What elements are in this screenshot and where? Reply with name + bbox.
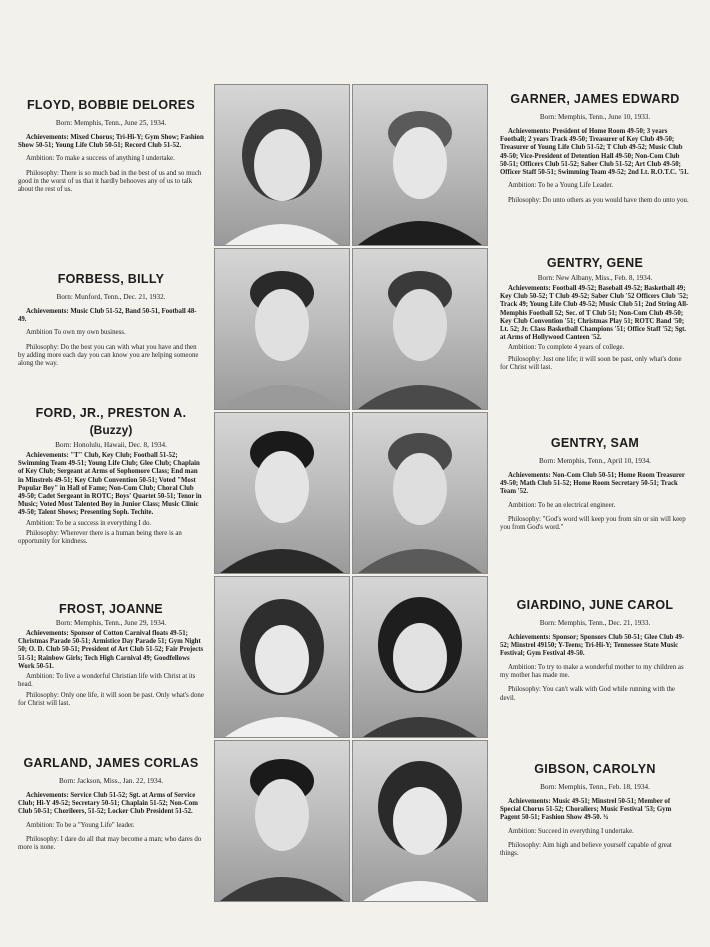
- bio-frost: [18, 602, 204, 714]
- bio-garner: [500, 92, 690, 211]
- birth-info: Born: Honolulu, Hawaii, Dec. 8, 1934.: [55, 441, 167, 449]
- ambition: Ambition: To live a wonderful Christian life with Christ at its head.: [18, 673, 196, 689]
- philosophy: Philosophy: Aim high and believe yourself capable of great things.: [500, 841, 672, 858]
- bio-gentry-gene: [500, 256, 690, 378]
- ambition: Ambition: To be an electrical engineer.: [508, 501, 616, 509]
- portrait-gentry-gene: [352, 248, 488, 410]
- student-name: GENTRY, SAM: [550, 436, 640, 450]
- portrait-gibson: [352, 740, 488, 902]
- bio-garland: [18, 756, 204, 859]
- ambition: Ambition: To try to make a wonderful mother to my children as my mother has made me.: [500, 663, 684, 679]
- bio-forbess: [18, 272, 204, 375]
- philosophy: Philosophy: Do unto others as you would have them do unto you.: [508, 196, 689, 204]
- student-name: GIARDINO, JUNE CAROL: [516, 598, 674, 612]
- ambition: Ambition: To be a Young Life Leader.: [508, 182, 614, 190]
- bio-ford: [18, 406, 204, 553]
- ambition: Ambition: To be a "Young Life" leader.: [26, 821, 135, 829]
- birth-info: Born: New Albany, Miss., Feb. 8, 1934.: [537, 274, 653, 282]
- birth-info: Born: Memphis, Tenn., June 29, 1934.: [55, 619, 167, 627]
- ambition: Ambition To own my own business.: [26, 329, 126, 337]
- student-name: FROST, JOANNE: [59, 602, 163, 616]
- philosophy: Philosophy: Wherever there is a human being there is an opportunity for kindness.: [18, 529, 182, 546]
- ambition: Ambition: To make a success of anything I undertake.: [26, 155, 175, 163]
- student-name: GARLAND, JAMES CORLAS: [23, 756, 199, 770]
- portrait-floyd: [214, 84, 350, 246]
- achievements: Achievements: Sponsor of Cotton Carnival floats 49-51; Christmas Parade 50-51; Armistice Day Parade 51; Gym Night 50; O. D. Club 50-51; President of Art Club 51-52; Fair Projects 51-51; Rainbow Girls; Tech High Carnival 49; Goodfellows Work 50-51.: [18, 630, 204, 670]
- philosophy: Philosophy: Just one life; it will soon be past, only what's done for Christ will last.: [500, 355, 682, 372]
- philosophy: Philosophy: "God's word will keep you from sin or sin will keep you from God's word.": [500, 515, 686, 532]
- ambition: Ambition: To complete 4 years of college.: [508, 344, 625, 352]
- portrait-forbess: [214, 248, 350, 410]
- achievements: Achievements: Mixed Chorus; Tri-Hi-Y; Gym Show; Fashion Show 50-51; Young Life Club 50-51; Record Club 51-52.: [18, 134, 204, 150]
- birth-info: Born: Memphis, Tenn., June 10, 1933.: [539, 113, 651, 121]
- birth-info: Born: Memphis, Tenn., June 25, 1934.: [55, 119, 167, 127]
- birth-info: Born: Munford, Tenn., Dec. 21, 1932.: [56, 293, 166, 301]
- student-name: FLOYD, BOBBIE DELORES: [26, 98, 196, 112]
- bio-gentry-sam: [500, 436, 690, 539]
- birth-info: Born: Memphis, Tenn., Dec. 21, 1933.: [539, 619, 651, 627]
- student-name: FORBESS, BILLY: [57, 272, 165, 286]
- bio-gibson: [500, 762, 690, 865]
- portrait-garner: [352, 84, 488, 246]
- philosophy: Philosophy: There is so much bad in the best of us and so much good in the worst of us that it hardly behooves any of us to talk about the rest of us.: [18, 169, 202, 194]
- achievements: Achievements: Music 49-51; Minstrel 50-51; Member of Special Chorus 51-52; Choraliers; Music Festival '53; Gym Pagent 50-51; Fashion Show 49-50. ¾: [500, 798, 672, 822]
- portrait-gentry-sam: [352, 412, 488, 574]
- achievements: Achievements: Football 49-52; Baseball 49-52; Basketball 49; Key Club 50-52; T Club 49-52; Saber Club '52 Officers Club '52; Track 49; Young Life Club 49-52; Music Club 51; 2nd String All-Memphis Football 52; Sec. of T Club 51; Non-Com Club 49-50; Key Club Convention '51; Christmas Play 51; ROTC Band '50; Lt. 52; Jr. Class Basketball Champions '51; Office Staff '52; Sgt. at Arms of Hollywood Canteen '52.: [500, 285, 689, 342]
- student-name: GARNER, JAMES EDWARD: [510, 92, 680, 106]
- student-name: GENTRY, GENE: [546, 256, 644, 270]
- achievements: Achievements: Music Club 51-52, Band 50-51, Football 48-49.: [18, 308, 197, 324]
- ambition: Ambition: To be a success in everything I do.: [26, 519, 152, 527]
- portrait-ford: [214, 412, 350, 574]
- student-name: FORD, JR., PRESTON A.: [35, 406, 187, 420]
- portrait-giardino: [352, 576, 488, 738]
- achievements: Achievements: "T" Club, Key Club; Football 51-52; Swimming Team 49-51; Young Life Club; Glee Club; Chaplain of Key Club; Sergeant at Arms of Sophomore Class; End man in Minstrels 49-51; Key Club Convention 50-51; Voted "Most Popular Boy" in Hall of Fame; Non-Com Club; Choral Club 49-50; Cadet Sergeant in ROTC; Boys' Quartet 50-51; Tenor in Music; Voted Most Talented Boy in Junior Class; Music Clinic 49-50; Talent Shows; Presenting Soph. Techite.: [18, 452, 202, 517]
- ambition: Ambition: Succeed in everything I undertake.: [508, 827, 634, 835]
- birth-info: Born: Jackson, Miss., Jan. 22, 1934.: [58, 777, 164, 785]
- philosophy: Philosophy: I dare do all that may become a man; who dares do more is none.: [18, 835, 202, 852]
- portrait-garland: [214, 740, 350, 902]
- philosophy: Philosophy: Only one life, it will soon be past. Only what's done for Christ will last.: [18, 691, 204, 707]
- nickname: (Buzzy): [89, 423, 133, 437]
- philosophy: Philosophy: Do the best you can with what you have and then by adding more each day you can know you are helping someone along the way.: [18, 343, 199, 368]
- bio-giardino: [500, 598, 690, 709]
- achievements: Achievements: Service Club 51-52; Sgt. at Arms of Service Club; Hi-Y 49-52; Secretary 50-51; Chaplain 51-52; Non-Com Club 50-51; Chorileers, 51-52; Locker Club President 51-52.: [18, 792, 198, 816]
- birth-info: Born: Memphis, Tenn., Feb. 18, 1934.: [540, 783, 650, 791]
- birth-info: Born: Memphis, Tenn., April 10, 1934.: [539, 457, 651, 465]
- portrait-frost: [214, 576, 350, 738]
- achievements: Achievements: Non-Com Club 50-51; Home Room Treasurer 49-50; Math Club 51-52; Home Room Secretary 50-51; Track Team '52.: [500, 472, 685, 496]
- achievements: Achievements: President of Home Room 49-50; 3 years Football; 2 years Track 49-50; Treasurer of Key Club 49-50; Treasurer of Young Life Club 51-52; T Club 49-52; Music Club 49-50; Vice-President of Detention Hall 49-50; Non-Com Club 50-51; Officers Club 51-52; Saber Club 51-52; Art Club 49-50; Officer Staff 50-51; Swimming Team 49-52; 2nd Lt. R.O.T.C. '51.: [500, 128, 689, 177]
- bio-floyd: [18, 98, 204, 201]
- philosophy: Philosophy: You can't walk with God while running with the devil.: [500, 686, 675, 702]
- achievements: Achievements: Sponsor; Sponsors Club 50-51; Glee Club 49-52; Minstrel 49150; Y-Teens; Tri-Hi-Y; Tennessee State Music Festival; Gym Festival 49-50.: [500, 634, 685, 658]
- student-name: GIBSON, CAROLYN: [534, 762, 656, 776]
